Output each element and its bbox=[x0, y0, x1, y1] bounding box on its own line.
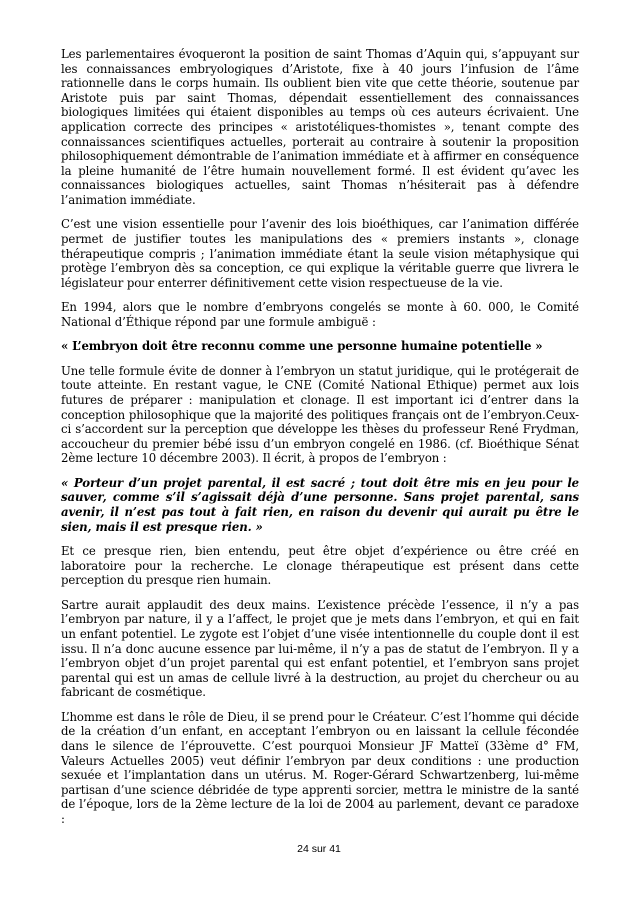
quote-embryon-personne-potentielle: « L’embryon doit être reconnu comme une personne humaine potentielle » bbox=[61, 339, 543, 354]
paragraph-vision-essentielle: C’est une vision essentielle pour l’avenir des lois bioéthiques, car l’animation différée permet de justifier toutes les manipulations des « premiers instants », clonage thérapeutique compris ; l’animation immédiate étant la seule vision métaphysique qui protège l’embryon dès sa conception, ce qui explique la véritable guerre que livrera le législateur pour enterrer définitivement cette vision respectueuse de la vie. bbox=[61, 217, 579, 290]
paragraph-formule-statut: Une telle formule évite de donner à l’embryon un statut juridique, qui le protégerait de toute atteinte. En restant vague, le CNE (Comité National Ethique) permet aux lois futures de préparer : manipulation et clonage. Il est important ici d’entrer dans la conception philosophique que la majorité des politiques français ont de l’embryon.Ceux-ci s’accordent sur la perception que développe les thèses du professeur René Frydman, accoucheur du premier bébé issu d’un embryon congelé en 1986. (cf. Bioéthique Sénat 2ème lecture 10 décembre 2003). Il écrit, à propos de l’embryon : bbox=[61, 363, 579, 466]
page-number: 24 sur 41 bbox=[297, 843, 341, 855]
paragraph-1994-comite: En 1994, alors que le nombre d’embryons congelés se monte à 60. 000, le Comité National d’Éthique répond par une formule ambiguë : bbox=[61, 300, 579, 329]
paragraph-sartre: Sartre aurait applaudit des deux mains. L’existence précède l’essence, il n’y a pas l’embryon par nature, il y a l’affect, le projet que je mets dans l’embryon, et qui en fait un enfant potentiel. Le zygote est l’objet d’une visée intentionnelle du couple dont il est issu. Il n’a donc aucune essence par lui-même, il n’y a pas de statut de l’embryon. Il y a l’embryon objet d’un projet parental qui est enfant potentiel, et l’embryon sans projet parental qui est un amas de cellule livré à la destruction, au projet du chercheur ou au fabricant de cosmétique. bbox=[61, 597, 579, 700]
quote-projet-parental: « Porteur d’un projet parental, il est sacré ; tout doit être mis en jeu pour le sauver, comme s’il s’agissait déjà d’une personne. Sans projet parental, sans avenir, il n’est pas tout à fait rien, en raison du devenir qui aurait pu être le sien, mais il est presque rien. » bbox=[61, 475, 579, 534]
paragraph-role-de-dieu: L’homme est dans le rôle de Dieu, il se prend pour le Créateur. C’est l’homme qui décide de la création d’un enfant, en acceptant l’embryon ou en laissant la cellule fécondée dans le silence de l’éprouvette. C’est pourquoi Monsieur JF Matteï (33ème d° FM, Valeurs Actuelles 2005) veut définir l’embryon par deux conditions : une production sexuée et l’implantation dans un utérus. M. Roger-Gérard Schwartzenberg, lui-même partisan d’une science débridée de type apprenti sorcier, mettra le ministre de la santé de l’époque, lors de la 2ème lecture de la loi de 2004 au parlement, devant ce paradoxe : bbox=[61, 709, 579, 827]
paragraph-presque-rien: Et ce presque rien, bien entendu, peut être objet d’expérience ou être créé en laboratoire pour la recherche. Le clonage thérapeutique est présent dans cette perception du presque rien humain. bbox=[61, 544, 579, 588]
document-body bbox=[61, 47, 579, 837]
paragraph-thomas-aquin: Les parlementaires évoqueront la position de saint Thomas d’Aquin qui, s’appuyant sur les connaissances embryologiques d’Aristote, fixe à 40 jours l’infusion de l’âme rationnelle dans le corps humain. Ils oublient bien vite que cette théorie, soutenue par Aristote puis par saint Thomas, dépendait essentiellement des connaissances biologiques limitées qui étaient disponibles au temps où ces auteurs écrivaient. Une application correcte des principes « aristotéliques-thomistes », tenant compte des connaissances scientifiques actuelles, porterait au contraire à soutenir la proposition philosophiquement démontrable de l’animation immédiate et à affirmer en conséquence la pleine humanité de l’être humain nouvellement formé. Il est évident qu’avec les connaissances biologiques actuelles, saint Thomas n’hésiterait pas à défendre l’animation immédiate. bbox=[61, 47, 579, 207]
